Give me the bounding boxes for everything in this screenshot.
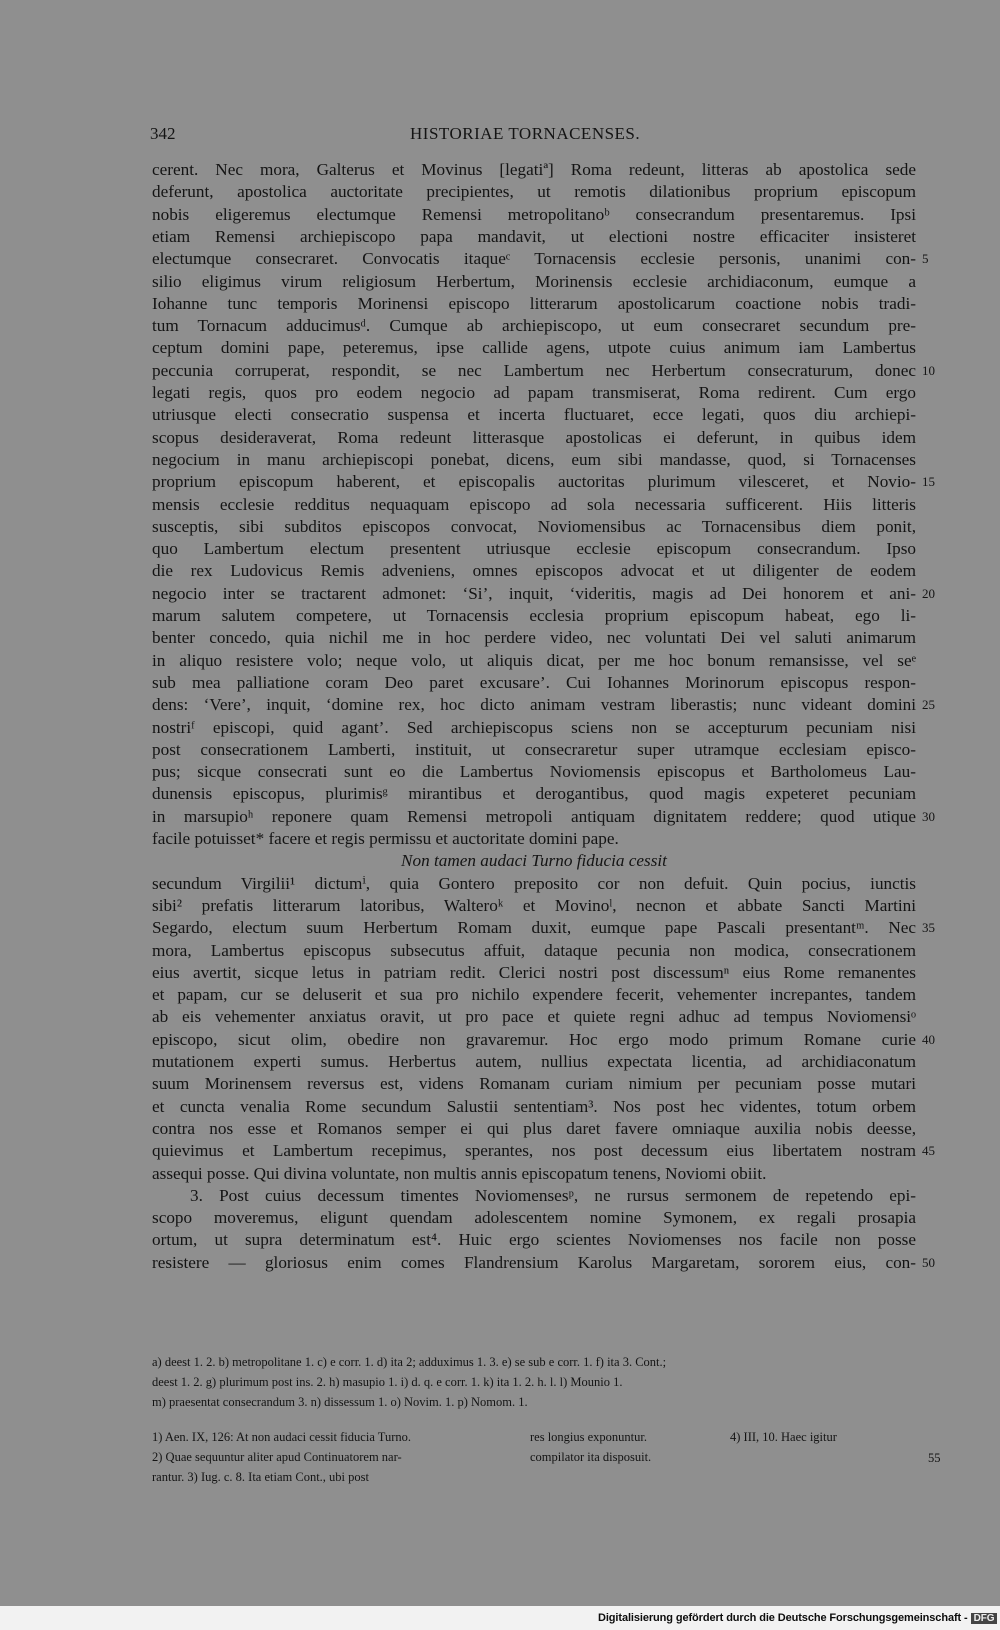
source-note-left: 1) Aen. IX, 126: At non audaci cessit fiducia Turno. (152, 1430, 411, 1444)
text-line: benter concedo, quia nichil me in hoc perdere video, nec voluntati Dei vel saluti animarum (152, 628, 916, 648)
text-line: assequi posse. Qui divina voluntate, non multis annis episcopatum tenens, Noviomi obiit. (152, 1163, 767, 1183)
text-line: scopus desideraverat, Roma redeunt litterasque apostolicas ei deferunt, in quibus idem (152, 427, 916, 447)
apparatus-line: m) praesentat consecrandum 3. n) dissessum 1. o) Novim. 1. p) Nomom. 1. (152, 1395, 528, 1409)
text-line: ortum, ut supra determinatum est⁴. Huic ergo scientes Noviomenses nos facile non posse (152, 1230, 916, 1250)
text-line: negocium in manu archiepiscopi ponebat, dicens, eum sibi mandasse, quod, si Tornacenses (152, 449, 916, 469)
apparatus-line: deest 1. 2. g) plurimum post ins. 2. h) masupio 1. i) d. q. e corr. 1. k) ita 1. 2. h. l. l) Mounio 1. (152, 1375, 623, 1389)
footer-credit (598, 1612, 997, 1624)
text-line: cerent. Nec mora, Galterus et Movinus [legatiª] Roma redeunt, litteras ab apostolica sede (152, 160, 916, 179)
line-number: 40 (922, 1031, 935, 1047)
line-number: 15 (922, 474, 935, 490)
footer-text: Digitalisierung gefördert durch die Deutsche Forschungsgemeinschaft - (598, 1612, 968, 1624)
line-number: 35 (922, 920, 935, 936)
text-line: silio eligimus virum religiosum Herbertum, Morinensis ecclesie archidiaconum, eumque a (152, 271, 916, 291)
text-line: negocio inter se tractarent admonet: ‘Si’, inquit, ‘videritis, magis ad Dei honorem et ani- (152, 583, 916, 603)
page-number: 342 (150, 124, 176, 143)
text-line: susceptis, sibi subditos episcopos convocat, Noviomensibus ac Tornacensibus diem ponit, (152, 516, 916, 536)
text-line: mora, Lambertus episcopus subsecutus affuit, dataque pecunia non modica, consecrationem (152, 940, 916, 960)
line-number-55: 55 (928, 1451, 941, 1465)
dfg-logo: DFG (971, 1613, 998, 1624)
line-number: 20 (922, 585, 935, 601)
text-line: sibi² prefatis litterarum latoribus, Walteroᵏ et Movinoˡ, necnon et abbate Sancti Martini (152, 895, 916, 915)
text-line: in marsupioʰ reponere quam Remensi metropoli antiquam dignitatem reddere; quod utique (152, 806, 916, 826)
text-line: marum salutem competere, ut Tornacensis ecclesia proprium episcopum habeat, ego li- (152, 606, 916, 625)
line-number: 5 (922, 251, 929, 267)
source-note-mid: res longius exponuntur. (530, 1430, 648, 1444)
text-line: episcopo, sicut olim, obedire non gravaremur. Hoc ergo modo primum Romane curie (152, 1029, 916, 1049)
text-line: post consecrationem Lamberti, instituit, ut consecraretur super utramque ecclesiam episco- (152, 739, 916, 759)
text-line: dens: ‘Vere’, inquit, ‘domine rex, hoc dicto animam vestram liberastis; nunc videant domini (152, 695, 916, 715)
running-title: HISTORIAE TORNACENSES. (410, 124, 641, 143)
text-line: ab eis vehementer anxiatus oravit, ut pro pace et quiete regni adhuc ad tempus Noviomensiᵒ (152, 1007, 916, 1027)
text-line: Non tamen audaci Turno fiducia cessit (401, 851, 667, 871)
text-line: proprium episcopum haberent, et episcopalis auctoritas plurimum vilesceret, et Novio- (152, 472, 916, 492)
text-line: secundum Virgilii¹ dictumⁱ, quia Gontero preposito cor non defuit. Quin pocius, iunctis (152, 873, 916, 893)
apparatus-line: a) deest 1. 2. b) metropolitane 1. c) e corr. 1. d) ita 2; adduximus 1. 3. e) se sub e corr. 1. f) ita 3. Cont.; (152, 1355, 667, 1369)
text-line: deferunt, apostolica auctoritate precipientes, ut remotis dilationibus proprium episcopum (152, 182, 916, 202)
running-header (150, 124, 920, 148)
text-line: tum Tornacum adducimusᵈ. Cumque ab archiepiscopo, ut eum consecraret secundum pre- (152, 316, 916, 336)
text-line: ceptum domini pape, peteremus, ipse callide agens, utpote cuius animum iam Lambertus (152, 338, 916, 358)
text-line: peccunia corruperat, respondit, se nec Lambertum nec Herbertum consecraturum, donec (152, 360, 916, 380)
text-line: mutationem experti sumus. Herbertus autem, nullius expectata licentia, ad archidiaconatum (152, 1052, 916, 1071)
line-number: 10 (922, 362, 935, 378)
source-note-right: 4) III, 10. Haec igitur (730, 1430, 837, 1444)
text-line: quo Lambertum electum presentent utriusque ecclesie episcopum consecrandum. Ipso (152, 539, 916, 559)
text-line: nobis eligeremus electumque Remensi metropolitanoᵇ consecrandum presentaremus. Ipsi (152, 204, 916, 224)
text-line: mensis ecclesie redditus nequaquam episcopo ad sola necessaria sufficerent. Hiis litteris (152, 494, 916, 514)
text-line: Segardo, electum suum Herbertum Romam duxit, eumque pape Pascali presentantᵐ. Nec (152, 918, 916, 938)
line-number: 25 (922, 697, 935, 713)
text-line: eius avertit, sicque letus in patriam redit. Clerici nostri post discessumⁿ eius Rome remanentes (152, 962, 916, 982)
source-note-left: rantur. 3) Iug. c. 8. Ita etiam Cont., ubi post (152, 1470, 369, 1484)
line-number: 30 (922, 808, 935, 824)
text-line: 3. Post cuius decessum timentes Noviomensesᵖ, ne rursus sermonem de repetendo epi- (190, 1185, 916, 1205)
text-line: et papam, cur se deluserit et sua pro nichilo expendere fecerit, vehementer increpantes, tandem (152, 985, 916, 1005)
text-line: et cuncta venalia Rome secundum Salustii sententiam³. Nos post hec videntes, totum orbem (152, 1096, 916, 1116)
source-note-left: 2) Quae sequuntur aliter apud Continuatorem nar- (152, 1450, 402, 1464)
text-line: sub mea palliatione coram Deo paret excusare’. Cui Iohannes Morinorum episcopus respon- (152, 672, 916, 692)
line-number: 45 (922, 1143, 935, 1159)
text-line: facile potuisset* facere et regis permissu et auctoritate domini pape. (152, 829, 619, 848)
text-line: in aliquo resistere volo; neque volo, ut aliquis dicat, per me hoc bonum remansisse, vel seᵉ (152, 650, 916, 670)
text-line: die rex Ludovicus Remis adveniens, omnes episcopos advocat et ut diligenter de eodem (152, 561, 916, 581)
text-line: scopo moveremus, eligunt quendam adolescentem nomine Symonem, ex regali prosapia (152, 1208, 916, 1228)
text-line: suum Morinensem reversus est, videns Romanam curiam nimium per pecuniam posse mutari (152, 1074, 916, 1094)
text-line: pus; sicque consecrati sunt eo die Lambertus Noviomensis episcopus et Bartholomeus Lau- (152, 762, 916, 782)
line-number: 50 (922, 1254, 935, 1270)
text-line: quievimus et Lambertum recepimus, sperantes, nos post decessum eius libertatem nostram (152, 1141, 916, 1161)
text-line: etiam Remensi archiepiscopo papa mandavit, ut electioni nostre efficaciter insisteret (152, 226, 916, 246)
text-line: dunensis episcopus, plurimisᵍ mirantibus et derogantibus, quod magis expeteret pecuniam (152, 784, 916, 804)
text-line: utriusque electi consecratio suspensa et incerta fluctuaret, ecce legati, quos diu archiepi- (152, 405, 916, 425)
text-line: Iohanne tunc temporis Morinensi episcopo litterarum apostolicarum coactione nobis tradi- (152, 293, 916, 313)
text-line: contra nos esse et Romanos semper ei qui plus daret favere omniaque auxilia nobis deesse, (152, 1118, 916, 1138)
text-line: nostriᶠ episcopi, quid agant’. Sed archiepiscopus sciens non se accepturum pecuniam nisi (152, 717, 916, 737)
source-note-mid: compilator ita disposuit. (530, 1450, 652, 1464)
text-line: resistere — gloriosus enim comes Flandrensium Karolus Margaretam, sororem eius, con- (152, 1252, 916, 1272)
text-line: electumque consecraret. Convocatis itaqueᶜ Tornacensis ecclesie personis, unanimi con- (152, 249, 916, 269)
text-line: legati regis, quos pro eodem negocio ad papam transmiserat, Roma redirent. Cum ergo (152, 383, 916, 402)
